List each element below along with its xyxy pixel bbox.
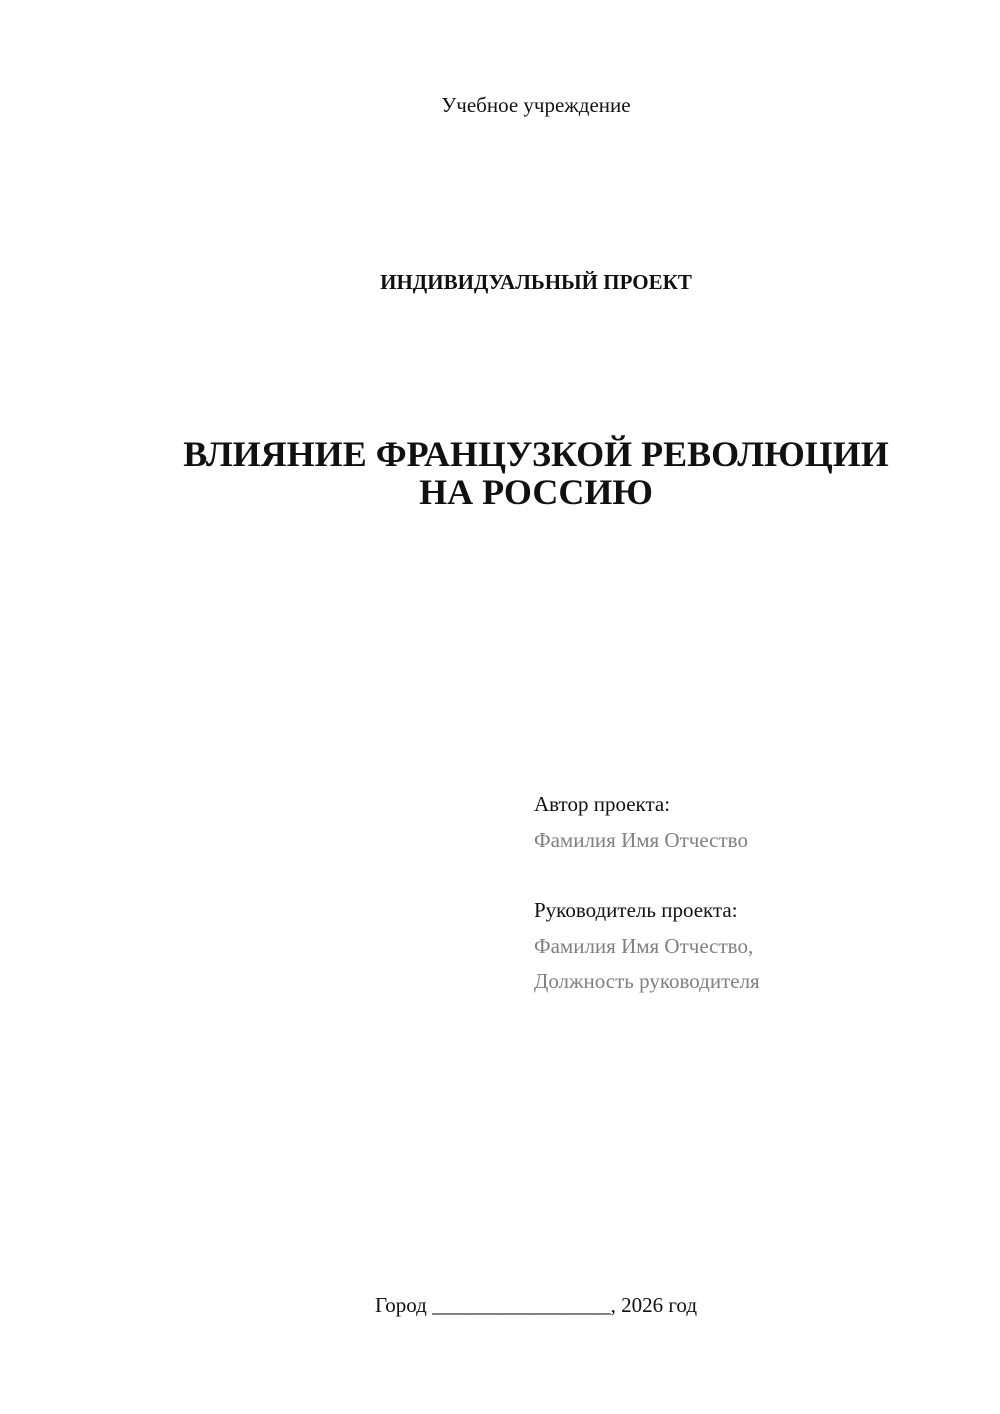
- project-type-heading: ИНДИВИДУАЛЬНЫЙ ПРОЕКТ: [380, 270, 692, 294]
- project-title: [0, 435, 1000, 511]
- author-label: Автор проекта:: [534, 792, 671, 816]
- project-info-block: [534, 790, 974, 1003]
- info-spacer: [534, 861, 974, 896]
- institution-name: Учебное учреждение: [441, 93, 631, 117]
- city-year-line: Город _________________, 2026 год: [374, 1293, 698, 1317]
- project-title-line-1: ВЛИЯНИЕ ФРАНЦУЗКОЙ РЕВОЛЮЦИИ: [183, 434, 889, 474]
- supervisor-position: Должность руководителя: [534, 969, 760, 993]
- supervisor-label: Руководитель проекта:: [534, 898, 738, 922]
- project-title-line-2: НА РОССИЮ: [419, 472, 653, 512]
- author-name: Фамилия Имя Отчество: [534, 827, 748, 852]
- supervisor-name: Фамилия Имя Отчество,: [534, 933, 754, 958]
